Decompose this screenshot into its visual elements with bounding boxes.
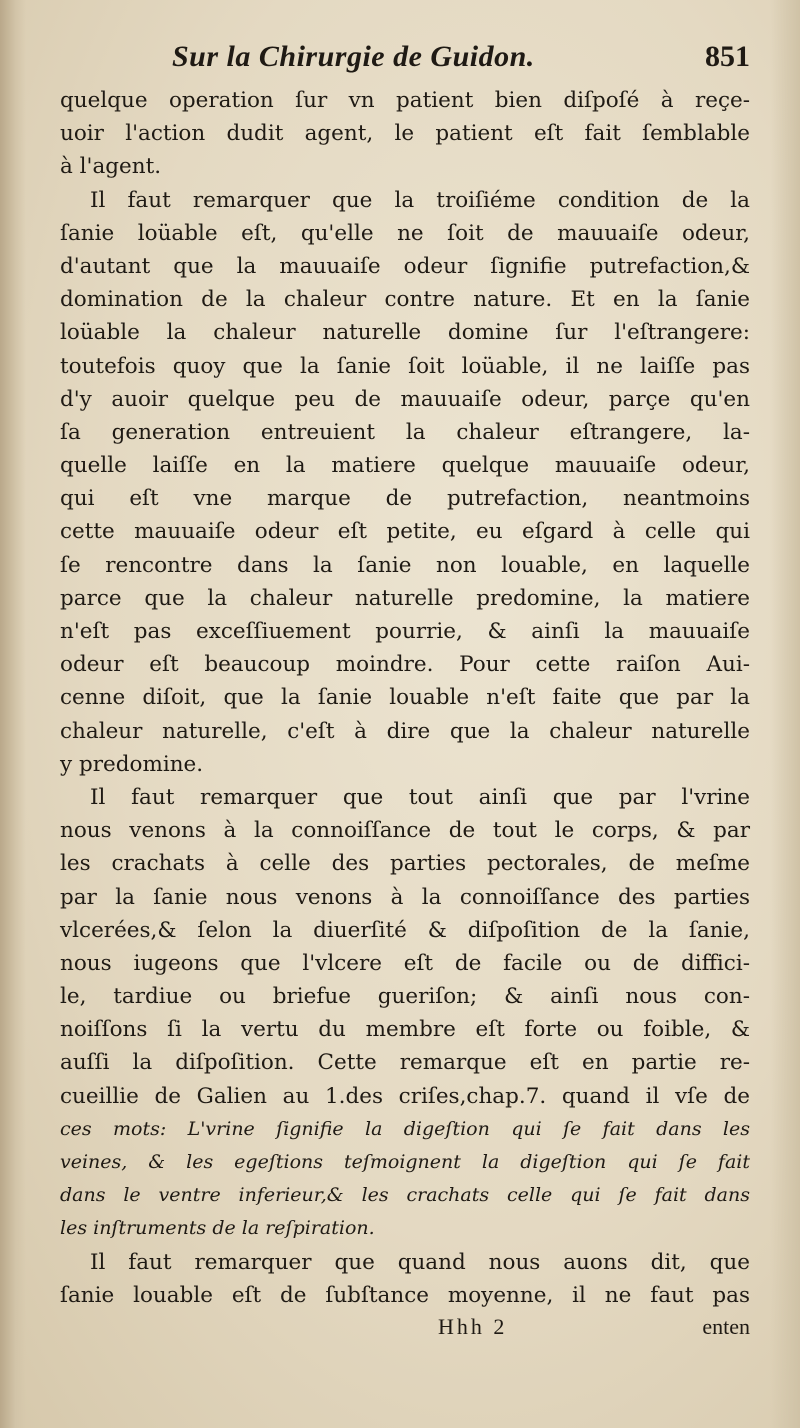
text-line: cueillie de Galien au 1.des criſes,chap.7. quand il vſe de [60,1083,750,1109]
text-line: odeur eſt beaucoup moindre. Pour cette raiſon Aui- [60,652,750,678]
text-line: n'eſt pas exceſſiuement pourrie, & ainſi la mauuaiſe [60,619,750,644]
page-number: 851 [705,40,750,73]
text-line: nous iugeons que l'vlcere eſt de facile ou de diffici- [60,950,750,976]
quotation-line: veines, & les egeſtions teſmoignent la digeſtion qui ſe fait [60,1151,750,1173]
text-line: cette mauuaiſe odeur eſt petite, eu eſgard à celle qui [60,519,750,545]
paragraph-continuation [60,84,750,184]
text-line: ſanie louable eſt de ſubſtance moyenne, il ne faut pas [60,1282,750,1308]
text-line: chaleur naturelle, c'eſt à dire que la chaleur naturelle [60,718,750,744]
signature-mark: Hhh 2 [438,1313,508,1339]
text-line: quelque operation ſur vn patient bien diſpoſé à reçe- [60,88,750,113]
text-block [60,38,750,1348]
text-line: y predomine. [60,751,204,777]
text-line: Il faut remarquer que la troiſiéme condition de la [90,187,750,213]
text-line: loüable la chaleur naturelle domine ſur l'eſtrangere: [60,320,750,346]
text-line: auſſi la diſpoſition. Cette remarque eſt en partie re- [60,1050,750,1076]
text-line: d'y auoir quelque peu de mauuaiſe odeur, parçe qu'en [60,386,750,412]
paragraph-odeur [60,184,750,781]
text-line: ſe rencontre dans la ſanie non louable, en laquelle [60,552,750,578]
text-line: nous venons à la connoiſſance de tout le corps, & par [60,818,750,844]
text-line: à l'agent. [60,154,162,180]
text-line: noiſſons ſi la vertu du membre eſt forte ou foible, & [60,1017,750,1043]
catchword: enten [702,1313,750,1339]
paragraph-vrine [60,781,750,1113]
text-line: ſanie loüable eſt, qu'elle ne ſoit de mauuaiſe odeur, [60,220,750,246]
text-line: ſa generation entreuient la chaleur eſtrangere, la- [60,419,750,445]
text-line: d'autant que la mauuaiſe odeur ſignifie putrefaction,& [60,253,750,279]
text-line: vlcerées,& ſelon la diuerſité & diſpoſition de la ſanie, [60,917,750,943]
text-line: Il faut remarquer que quand nous auons dit, que [90,1249,750,1275]
text-line: cenne diſoit, que la ſanie louable n'eſt faite que par la [60,685,750,711]
text-line: les crachats à celle des parties pectorales, de meſme [60,851,750,877]
text-line: par la ſanie nous venons à la connoiſſance des parties [60,884,750,910]
page-footer [60,1314,750,1348]
text-line: qui eſt vne marque de putrefaction, neantmoins [60,486,750,512]
paragraph-substance [60,1246,750,1312]
text-line: toutefois quoy que la ſanie ſoit loüable, il ne laiſſe pas [60,353,750,379]
text-line: parce que la chaleur naturelle predomine, la matiere [60,585,750,611]
text-line: quelle laiſſe en la matiere quelque mauuaiſe odeur, [60,453,750,479]
quotation-line: les inſtruments de la reſpiration. [60,1217,375,1240]
running-head [60,38,750,84]
quotation-line: dans le ventre inferieur,& les crachats celle qui ſe fait dans [60,1184,750,1207]
quotation-line: ces mots: L'vrine ſignifie la digeſtion qui ſe fait dans les [60,1117,750,1140]
text-line: Il faut remarquer que tout ainſi que par l'vrine [90,784,750,810]
running-head-title: Sur la Chirurgie de Guidon. [172,40,535,73]
galien-quotation [60,1113,750,1246]
text-line: uoir l'action dudit agent, le patient eſt fait ſemblable [60,121,750,147]
text-line: le, tardiue ou briefue gueriſon; & ainſi nous con- [60,984,750,1010]
text-line: domination de la chaleur contre nature. Et en la ſanie [60,287,750,313]
